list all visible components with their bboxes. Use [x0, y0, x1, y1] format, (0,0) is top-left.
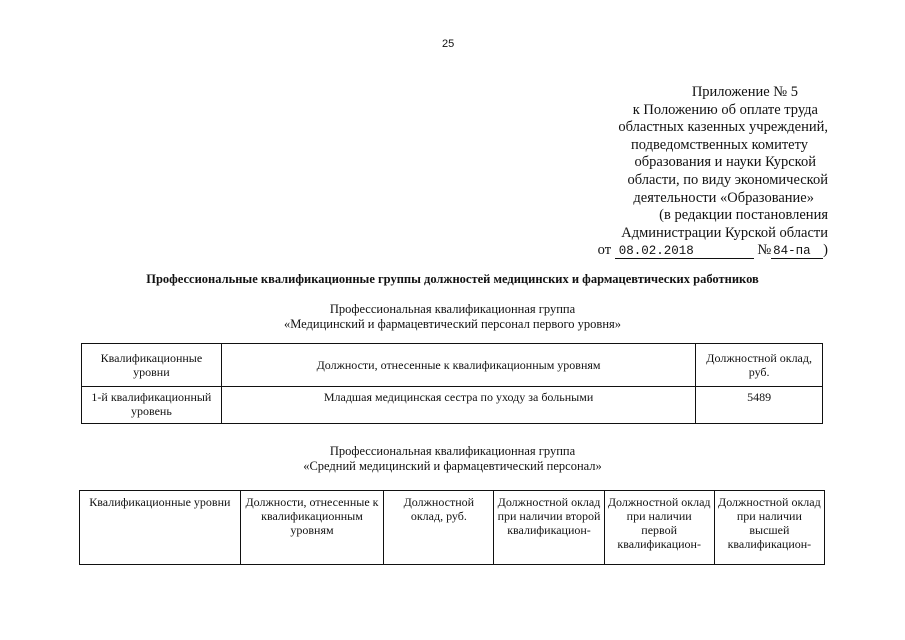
header-levels: Квалификационные уровни [82, 344, 222, 387]
header-positions: Должности, отнесенные к квалификационным уровням [221, 344, 696, 387]
cell-position: Младшая медицинская сестра по уходу за больными [221, 387, 696, 424]
header-salary: Должностной оклад, руб. [384, 491, 494, 565]
appendix-line: деятельности «Образование» [633, 189, 814, 206]
group2-title-line2: «Средний медицинский и фармацевтический персонал» [303, 459, 602, 473]
header-salary-second-category: Должностной оклад при наличии второй квалификацион- [494, 491, 604, 565]
appendix-line: областных казенных учреждений, [618, 119, 828, 136]
main-heading: Профессиональные квалификационные группы должностей медицинских и фармацевтических работников [146, 272, 759, 286]
appendix-line: подведомственных комитету [631, 136, 808, 153]
header-salary-highest-category: Должностной оклад при наличии высшей квалификацион- [714, 491, 824, 565]
cell-salary: 5489 [696, 387, 823, 424]
number-prefix: № [757, 242, 772, 259]
header-salary-first-category: Должностной оклад при наличии первой квалификацион- [604, 491, 714, 565]
appendix-line: области, по виду экономической [627, 171, 828, 188]
group2-title-line1: Профессиональная квалификационная группа [329, 444, 576, 458]
group2-heading [0, 444, 905, 474]
group1-heading [0, 302, 905, 332]
appendix-line: к Положению об оплате труда [632, 101, 818, 118]
appendix-line: образования и науки Курской [634, 154, 816, 171]
appendix-block [528, 84, 828, 260]
cell-level: 1-й квалификационный уровень [82, 387, 222, 424]
date-value: 08.02.2018 [615, 244, 754, 259]
number-value: 84-па [771, 244, 823, 259]
header-salary: Должностной оклад, руб. [696, 344, 823, 387]
page-number: 25 [442, 38, 455, 50]
appendix-line: Приложение № 5 [691, 84, 798, 100]
table-row [82, 387, 823, 424]
group1-title-line1: Профессиональная квалификационная группа [329, 302, 576, 316]
table-header-row [82, 344, 823, 387]
header-positions: Должности, отнесенные к квалификационным уровням [240, 491, 384, 565]
close-paren: ) [823, 242, 828, 259]
appendix-line: Администрации Курской области [621, 224, 828, 241]
group2-table [79, 490, 825, 565]
appendix-line: (в редакции постановления [659, 207, 828, 224]
group1-table [81, 343, 823, 424]
header-levels: Квалификационные уровни [80, 491, 241, 565]
date-prefix: от [597, 242, 612, 259]
table-header-row [80, 491, 825, 565]
appendix-date-line [528, 242, 828, 260]
group1-title-line2: «Медицинский и фармацевтический персонал первого уровня» [283, 317, 622, 331]
